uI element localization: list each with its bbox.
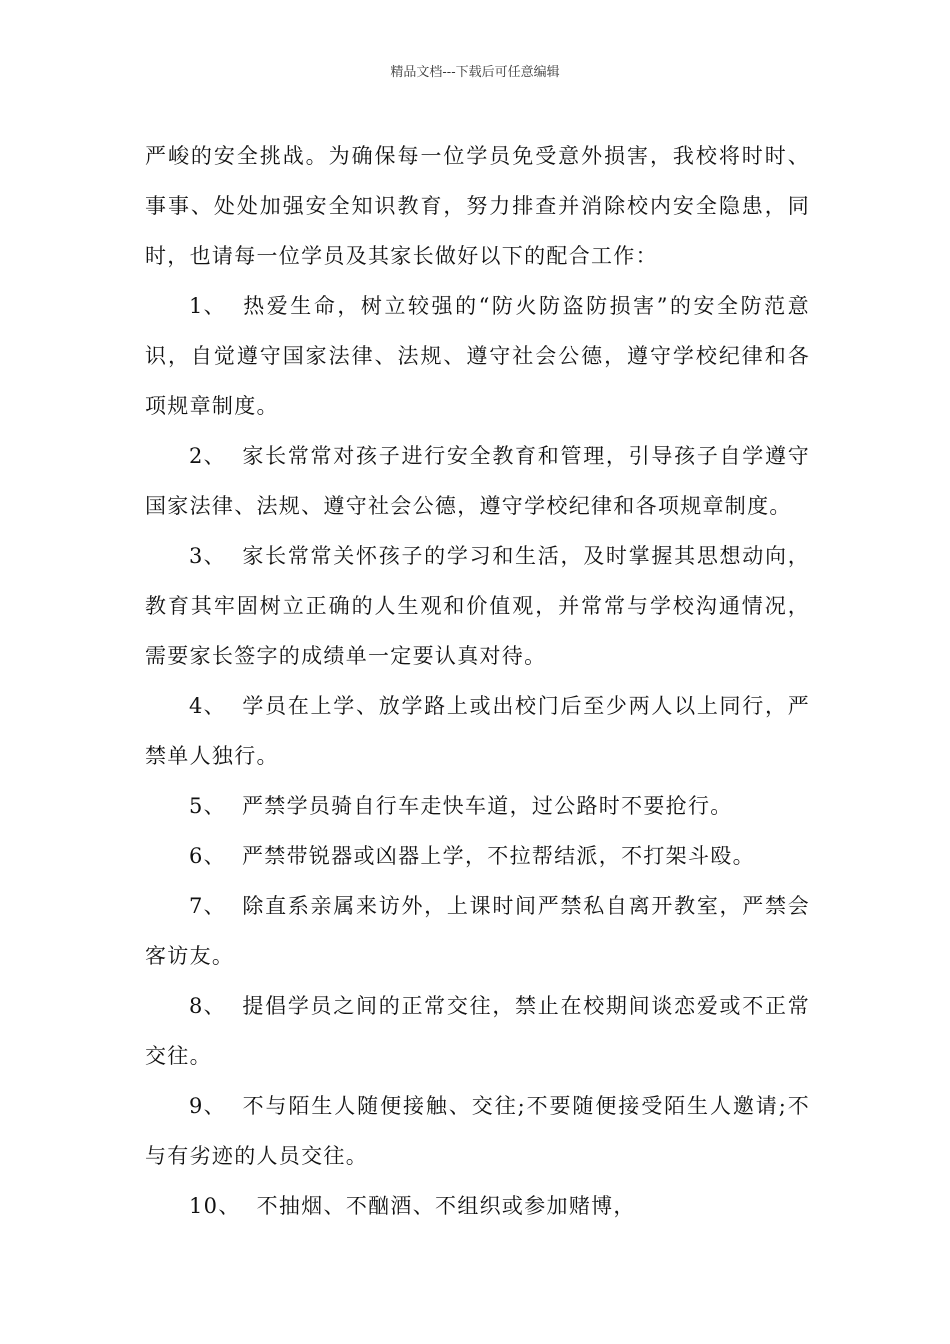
body-line-text: 严禁带锐器或凶器上学，不拉帮结派，不打架斗殴。 — [241, 844, 755, 868]
list-item-number: 6、 — [189, 844, 226, 868]
body-line-text: 提倡学员之间的正常交往，禁止在校期间谈恋爱或不正常 — [241, 994, 810, 1018]
body-line — [145, 1181, 810, 1231]
body-line-text: 严峻的安全挑战。为确保每一位学员免受意外损害，我校将时时、 — [145, 144, 810, 168]
body-line-text: 家长常常关怀孩子的学习和生活，及时掌握其思想动向， — [241, 544, 810, 568]
body-line — [145, 181, 810, 231]
body-line — [145, 281, 810, 331]
body-line — [145, 681, 810, 731]
body-line — [145, 781, 810, 831]
list-item-number: 1、 — [189, 294, 226, 318]
body-line — [145, 131, 810, 181]
page-header: 精品文档---下载后可任意编辑 — [390, 65, 560, 80]
body-line-text: 不与陌生人随便接触、交往;不要随便接受陌生人邀请;不 — [241, 1094, 810, 1118]
list-item-number: 2、 — [189, 444, 226, 468]
body-line — [145, 481, 810, 531]
body-line — [145, 731, 810, 781]
body-line-text: 严禁学员骑自行车走快车道，过公路时不要抢行。 — [241, 794, 733, 818]
body-line — [145, 581, 810, 631]
body-line-text: 家长常常对孩子进行安全教育和管理，引导孩子自学遵守 — [241, 444, 810, 468]
body-line — [145, 531, 810, 581]
body-line-text: 热爱生命，树立较强的“防火防盗防损害”的安全防范意 — [241, 294, 810, 318]
list-item-number: 8、 — [189, 994, 226, 1018]
body-line — [145, 381, 810, 431]
list-item-number: 10、 — [189, 1194, 241, 1218]
document-body — [145, 131, 810, 1231]
list-item-number: 7、 — [189, 894, 226, 918]
body-line — [145, 231, 810, 281]
body-line-text: 不抽烟、不酗酒、不组织或参加赌博， — [256, 1194, 636, 1218]
body-line-text: 项规章制度。 — [145, 394, 279, 418]
body-line-text: 事事、处处加强安全知识教育，努力排查并消除校内安全隐患，同 — [145, 194, 810, 218]
body-line — [145, 831, 810, 881]
list-item-number: 3、 — [189, 544, 226, 568]
body-line-text: 教育其牢固树立正确的人生观和价值观，并常常与学校沟通情况， — [145, 594, 810, 618]
body-line — [145, 1081, 810, 1131]
body-line-text: 交往。 — [145, 1044, 212, 1068]
body-line-text: 识，自觉遵守国家法律、法规、遵守社会公德，遵守学校纪律和各 — [145, 344, 810, 368]
body-line-text: 禁单人独行。 — [145, 744, 279, 768]
body-line — [145, 1131, 810, 1181]
body-line-text: 国家法律、法规、遵守社会公德，遵守学校纪律和各项规章制度。 — [145, 494, 792, 518]
body-line — [145, 1031, 810, 1081]
list-item-number: 9、 — [189, 1094, 226, 1118]
body-line-text: 除直系亲属来访外，上课时间严禁私自离开教室，严禁会 — [241, 894, 810, 918]
body-line-text: 时，也请每一位学员及其家长做好以下的配合工作： — [145, 244, 658, 268]
body-line — [145, 881, 810, 931]
body-line — [145, 931, 810, 981]
body-line — [145, 631, 810, 681]
body-line — [145, 331, 810, 381]
body-line-text: 学员在上学、放学路上或出校门后至少两人以上同行，严 — [241, 694, 810, 718]
list-item-number: 5、 — [189, 794, 226, 818]
body-line — [145, 431, 810, 481]
list-item-number: 4、 — [189, 694, 226, 718]
body-line-text: 客访友。 — [145, 944, 235, 968]
body-line-text: 与有劣迹的人员交往。 — [145, 1144, 368, 1168]
body-line-text: 需要家长签字的成绩单一定要认真对待。 — [145, 644, 547, 668]
body-line — [145, 981, 810, 1031]
